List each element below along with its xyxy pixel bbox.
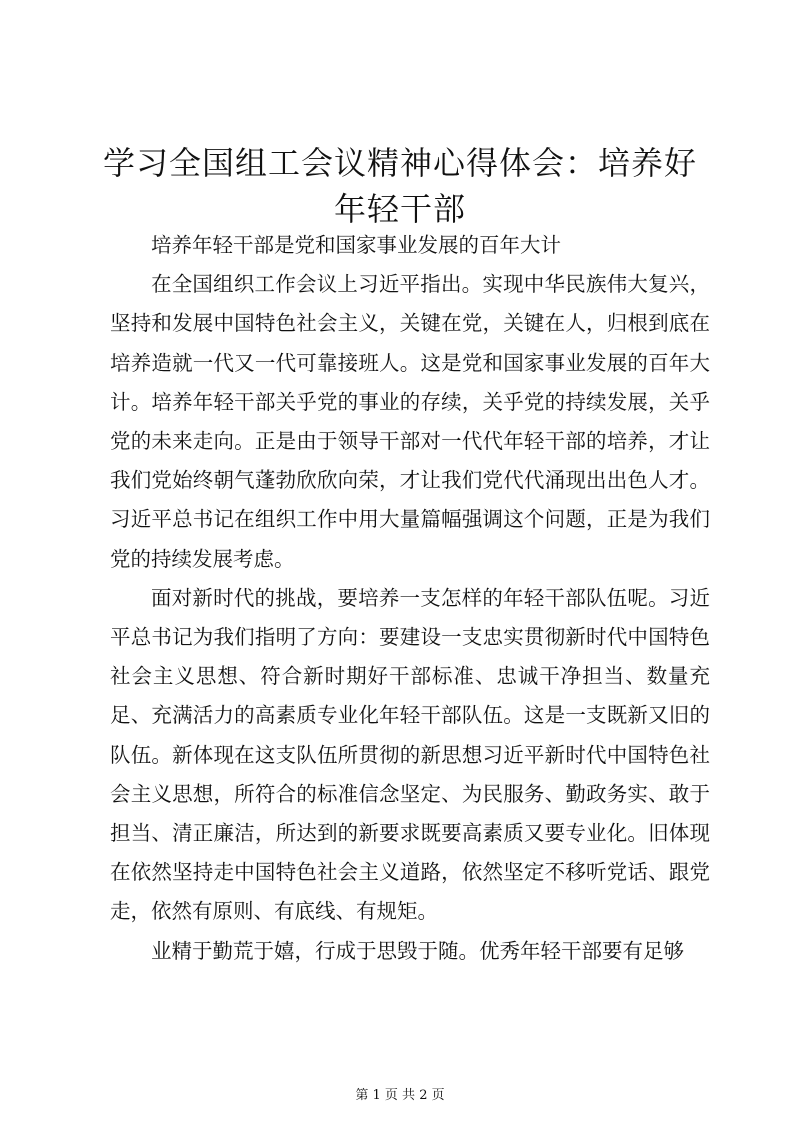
document-title: 学习全国组工会议精神心得体会：培养好年轻干部 [102,144,697,228]
page-footer: 第 1 页 共 2 页 [355,1088,445,1103]
paragraph-2: 面对新时代的挑战，要培养一支怎样的年轻干部队伍呢。习近平总书记为我们指明了方向：要建设一支忠实贯彻新时代中国特色社会主义思想、符合新时期好干部标准、忠诚干净担当、数量充足、充满活力的高素质专业化年轻干部队伍。这是一支既新又旧的队伍。新体现在这支队伍所贯彻的新思想习近平新时代中国特色社会主义思想，所符合的标准信念坚定、为民服务、勤政务实、敢于担当、清正廉洁，所达到的新要求既要高素质又要专业化。旧体现在依然坚持走中国特色社会主义道路，依然坚定不移听党话、跟党走，依然有原则、有底线、有规矩。 [110,585,710,924]
paragraph-subtitle: 培养年轻干部是党和国家事业发展的百年大计 [151,233,561,257]
paragraph-1: 在全国组织工作会议上习近平指出。实现中华民族伟大复兴，坚持和发展中国特色社会主义，关键在党，关键在人，归根到底在培养造就一代又一代可靠接班人。这是党和国家事业发展的百年大计。培养年轻干部关乎党的事业的存续，关乎党的持续发展，关乎党的未来走向。正是由于领导干部对一代代年轻干部的培养，才让我们党始终朝气蓬勃欣欣向荣，才让我们党代代涌现出出色人才。习近平总书记在组织工作中用大量篇幅强调这个问题，正是为我们党的持续发展考虑。 [110,272,710,571]
document-body [110,226,710,971]
paragraph-3: 业精于勤荒于嬉，行成于思毁于随。优秀年轻干部要有足够 [151,938,684,963]
